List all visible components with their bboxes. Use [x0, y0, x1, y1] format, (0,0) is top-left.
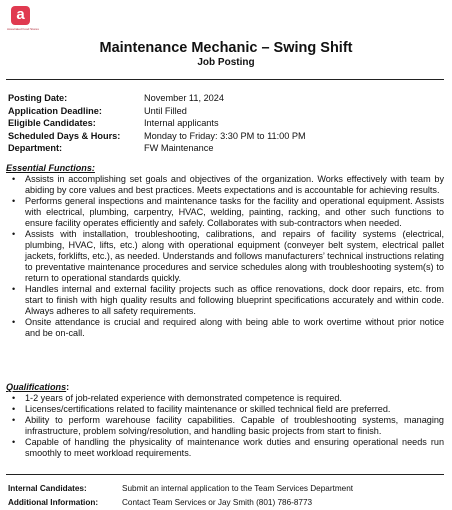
- footer-label: Internal Candidates:: [8, 484, 87, 493]
- qualifications-list: [6, 393, 444, 459]
- info-value: Internal applicants: [144, 118, 219, 129]
- info-value: FW Maintenance: [144, 143, 214, 154]
- list-item: • Capable of handling the physicality of maintenance work duties and ensuring operational needs run smoothly to meet workload requirements.: [6, 437, 444, 459]
- posting-info: [8, 93, 306, 156]
- page-subtitle: Job Posting: [197, 57, 255, 68]
- list-item: • Handles internal and external facility projects such as office renovations, dock door repairs, etc. from start to finish with high quality results and following blueprint specifications accurately and within code. Always adheres to all safety requirements.: [6, 284, 444, 317]
- list-item: • Ability to perform warehouse facility capabilities. Capable of troubleshooting systems, managing infrastructure, problem solving/resolution, and handling basic projects from start to finish.: [6, 415, 444, 437]
- list-item: • 1-2 years of job-related experience with demonstrated competence is required.: [6, 393, 444, 404]
- footer-row: [8, 498, 353, 510]
- essential-functions-section: [6, 163, 444, 339]
- list-item: • Licenses/certifications related to facility maintenance or skilled technical field are preferred.: [6, 404, 444, 415]
- footer-label: Additional Information:: [8, 497, 99, 507]
- info-label: Eligible Candidates:: [8, 118, 96, 129]
- info-row: [8, 118, 306, 131]
- info-label: Scheduled Days & Hours:: [8, 130, 121, 141]
- info-row: [8, 143, 306, 156]
- qualifications-section: [6, 382, 444, 459]
- company-logo: [7, 6, 39, 31]
- list-item: • Performs general inspections and maintenance tasks for the facility and operational equipment. Assists with electrical, plumbing, carpentry, HVAC, welding, painting, racking, and other such functions to ensure facility operates efficiently and safely. Collaborates with sub-contractors when needed.: [6, 196, 444, 229]
- qualifications-heading-line: Qualifications:: [6, 382, 70, 392]
- footer-divider: [6, 474, 444, 475]
- essential-functions-heading: Essential Functions:: [6, 163, 95, 173]
- info-row: [8, 106, 306, 119]
- list-item: • Assists with installation, troubleshooting, calibrations, and repairs of facility systems (electrical, plumbing, HVAC, lifts, etc.) along with operational equipment (conveyer belt system, electrical pallet jackets, forklifts, etc.), as needed. Understands and follows manufacturers’ technical instructions relating to preventative maintenance procedures and service schedules along with troubleshooting system(s) to return to operational standards quickly.: [6, 229, 444, 284]
- header-divider: [6, 79, 444, 80]
- footer-info: [8, 484, 353, 510]
- footer-value: Contact Team Services or Jay Smith (801) 786-8773: [122, 497, 313, 507]
- info-row: [8, 131, 306, 144]
- footer-row: [8, 484, 353, 498]
- info-value: Until Filled: [144, 105, 187, 116]
- logo-mark: a: [11, 6, 30, 25]
- info-label: Application Deadline:: [8, 105, 102, 116]
- info-value: Monday to Friday: 3:30 PM to 11:00 PM: [144, 130, 306, 141]
- info-label: Posting Date:: [8, 93, 68, 103]
- page-title: Maintenance Mechanic – Swing Shift: [99, 40, 353, 56]
- list-item: • Assists in accomplishing set goals and objectives of the organization. Works effectively with team by abiding by core values and best practices. Meets expectations and is accountable for achieving results.: [6, 174, 444, 196]
- essential-functions-list: [6, 174, 444, 339]
- info-value: November 11, 2024: [144, 93, 225, 103]
- info-label: Department:: [8, 143, 63, 154]
- info-row: [8, 93, 306, 106]
- logo-text: Associated Food Stores: [7, 27, 39, 31]
- list-item: • Onsite attendance is crucial and required along with being able to work overtime without prior notice and be on-call.: [6, 317, 444, 339]
- qualifications-heading: Qualifications: [6, 382, 67, 392]
- footer-value: Submit an internal application to the Team Services Department: [122, 484, 354, 493]
